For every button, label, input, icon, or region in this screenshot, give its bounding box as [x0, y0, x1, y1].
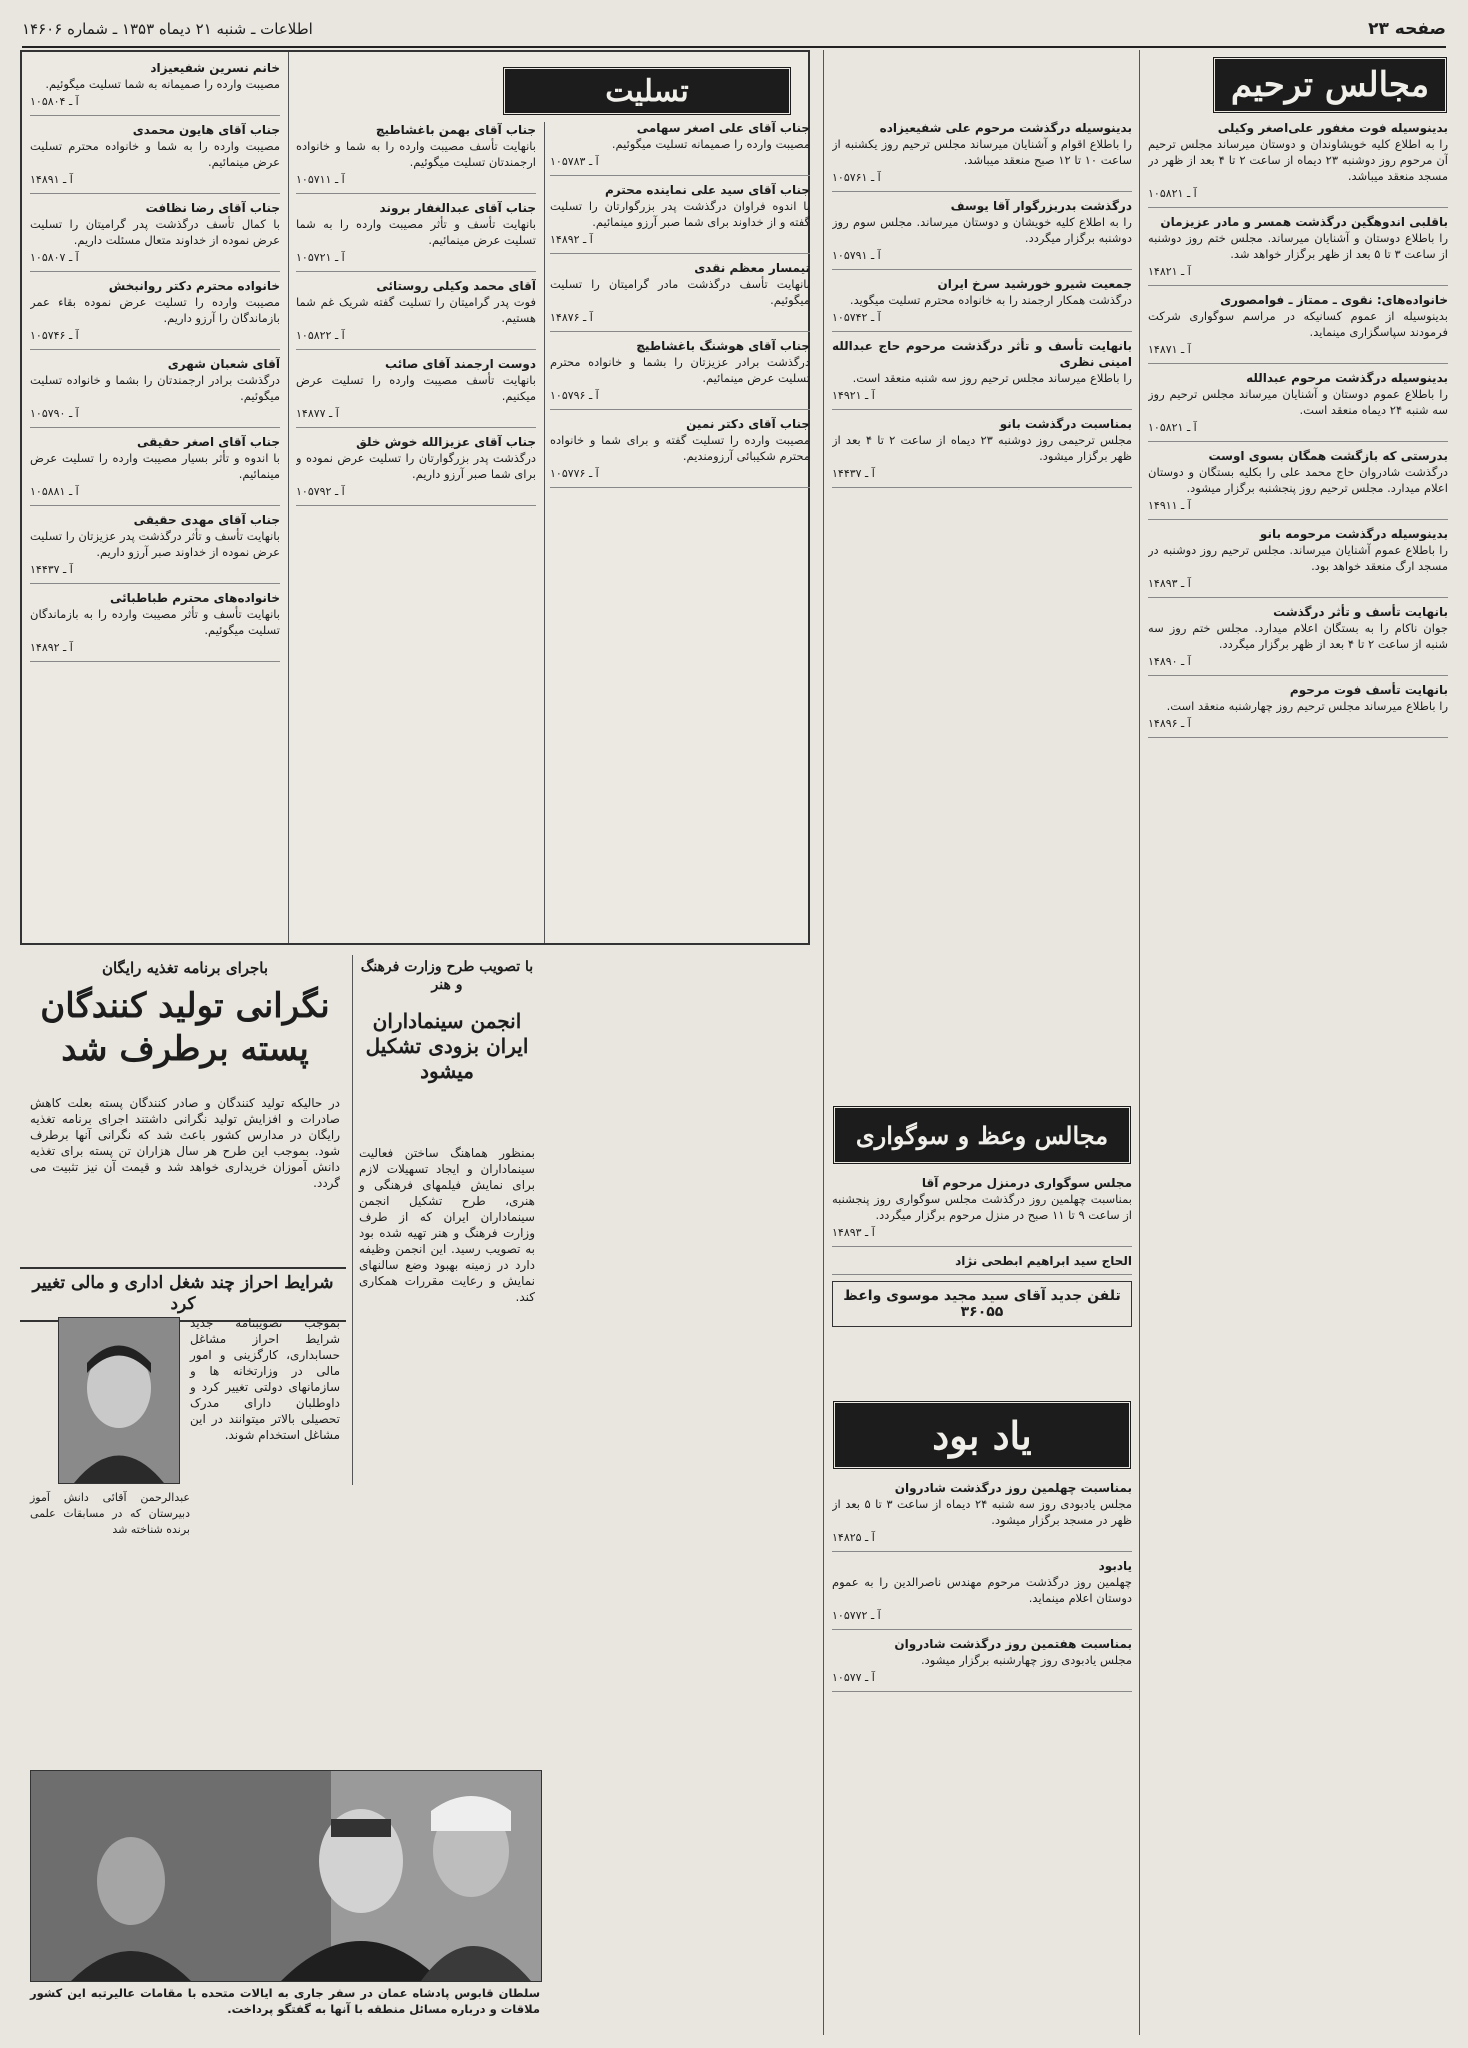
condolence-col-b	[296, 122, 536, 937]
notice-heading: جناب آقای بهمن باغشاطیچ	[375, 123, 536, 137]
cinema-kicker: با تصویب طرح وزارت فرهنگ و هنر	[360, 959, 534, 993]
notice-heading: جناب آقای رضا نظافت	[145, 201, 280, 215]
notice-text: را باطلاع عموم آشنایان میرساند. مجلس ترحیم روز دوشنبه در مسجد ارگ منعقد خواهد بود.	[1148, 543, 1448, 573]
notice-code: آ ـ ۱۴۸۷۱	[1148, 343, 1191, 356]
new-phone-notice: تلفن جدید آقای سید مجید موسوی واعظ ۳۶۰۵۵	[832, 1281, 1132, 1327]
notice-text: بانهایت تأسف مصیبت وارده را به شما و خانواده ارجمندتان تسلیت میگوئیم.	[296, 139, 536, 169]
notice-heading: الحاج سید ابراهیم ابطحی نژاد	[955, 1254, 1132, 1268]
notice-code: آ ـ ۱۰۵۷۴۲	[832, 311, 881, 324]
notice-text: فوت پدر گرامیتان را تسلیت گفته شریک غم شما هستیم.	[296, 295, 536, 325]
notice-text: را باطلاع عموم دوستان و آشنایان میرساند مجلس ترحیم روز سه شنبه ۲۴ دیماه منعقد است.	[1148, 387, 1448, 417]
notice-item	[296, 434, 536, 506]
notice-item	[296, 200, 536, 272]
notice-heading: یادبود	[1098, 1559, 1132, 1573]
notice-text: مصیبت وارده را تسلیت عرض نموده بقاء عمر بازماندگان را آرزو داریم.	[30, 295, 280, 325]
notice-item	[832, 1636, 1132, 1692]
notice-item	[30, 60, 280, 116]
notice-code: آ ـ ۱۴۸۹۰	[1148, 655, 1191, 668]
notice-heading: جناب آقای اصغر حقیقی	[136, 435, 280, 449]
pistachio-kicker: باجرای برنامه تغذیه رایگان	[101, 959, 269, 977]
notice-code: آ ـ ۱۰۵۷۲۱	[296, 251, 345, 264]
section-banner-tasliat: تسلیت	[502, 66, 792, 116]
column-notices-mid	[832, 120, 1132, 1100]
notice-text: بانهایت تأسف مصیبت وارده را تسلیت عرض میکنیم.	[296, 373, 536, 403]
notice-text: را باطلاع میرساند مجلس ترحیم روز چهارشنبه منعقد است.	[1166, 699, 1448, 713]
page-header	[22, 12, 1446, 48]
notice-text: مصیبت وارده را به شما و خانواده محترم تسلیت عرض مینمائیم.	[30, 139, 280, 169]
portrait-image	[59, 1318, 179, 1483]
notice-text: مجلس یادبودی روز سه شنبه ۲۴ دیماه از ساعت ۳ تا ۵ بعد از ظهر در مسجد برگزار میشود.	[832, 1497, 1132, 1527]
notice-code: آ ـ ۱۴۸۲۵	[832, 1531, 875, 1544]
notice-heading: بمناسبت هفتمین روز درگذشت شادروان	[894, 1637, 1132, 1651]
notice-item	[296, 122, 536, 194]
notice-text: را به اطلاع کلیه خویشان و دوستان میرساند. مجلس سوم روز دوشنبه برگزار میگردد.	[832, 215, 1132, 245]
notice-item	[832, 1558, 1132, 1630]
section-banner-vaz: مجالس وعظ و سوگواری	[832, 1105, 1132, 1165]
notice-text: چهلمین روز درگذشت مرحوم مهندس ناصرالدین را به عموم دوستان اعلام مینماید.	[832, 1575, 1132, 1605]
notice-heading: مجلس سوگواری درمنزل مرحوم آقا	[921, 1176, 1132, 1190]
bottom-photo-caption: سلطان قابوس پادشاه عمان در سفر جاری به ایالات متحده با مقامات عالیرتبه این کشور ملاقات و درباره مسائل منطقه با آنها به گفتگو پرداخت.	[30, 1986, 540, 2016]
notice-code: آ ـ ۱۴۸۷۷	[296, 407, 339, 420]
notice-heading: بدینوسیله درگذشت مرحوم عبدالله	[1246, 371, 1448, 385]
notice-code: آ ـ ۱۴۸۷۶	[550, 311, 593, 324]
notice-item	[832, 1175, 1132, 1247]
notice-item	[296, 356, 536, 428]
notice-text: بانهایت تأسف و تأثر درگذشت پدر عزیزتان را تسلیت عرض نموده از خداوند صبر آرزو داریم.	[30, 529, 280, 559]
notice-heading: تیمسار معظم نقدی	[694, 261, 810, 275]
pistachio-headline: نگرانی تولید کنندگان پسته برطرف شد	[40, 986, 330, 1069]
notice-code: آ ـ ۱۰۵۸۰۴	[30, 95, 79, 108]
notice-text: بانهایت تأسف و تأثر مصیبت وارده را به شما تسلیت عرض مینمائیم.	[296, 217, 536, 247]
notice-heading: درگذشت بدربزرگوار آقا یوسف	[950, 199, 1132, 213]
newspaper-page	[20, 50, 1448, 2035]
notice-item	[30, 434, 280, 506]
notice-item	[1148, 604, 1448, 676]
portrait-caption: عبدالرحمن آقائی دانش آموز دبیرستان که در مسابقات علمی برنده شناخته شد	[30, 1491, 190, 1536]
notice-item	[832, 198, 1132, 270]
notice-text: درگذشت پدر بزرگوارتان را تسلیت عرض نموده و برای شما صبر آرزو داریم.	[296, 451, 536, 481]
notice-code: آ ـ ۱۴۸۲۱	[1148, 265, 1191, 278]
notice-code: آ ـ ۱۴۸۹۱	[30, 173, 73, 186]
notice-item	[832, 120, 1132, 192]
condolence-col-a	[550, 120, 810, 2035]
notice-code: آ ـ ۱۴۴۳۷	[30, 563, 73, 576]
notice-code: آ ـ ۱۴۸۹۳	[1148, 577, 1191, 590]
notice-heading: جمعیت شیرو خورشید سرخ ایران	[937, 277, 1132, 291]
portrait-photo	[58, 1317, 180, 1484]
notice-code: آ ـ ۱۰۵۷۷	[832, 1671, 875, 1684]
notice-code: آ ـ ۱۴۹۲۱	[832, 389, 875, 402]
notice-heading: بدینوسیله درگذشت مرحوم علی شفیعیزاده	[879, 121, 1132, 135]
notice-item	[550, 338, 810, 410]
notice-text: مجلس یادبودی روز چهارشنبه برگزار میشود.	[920, 1653, 1132, 1667]
notice-heading: جناب آقای عزیزالله خوش خلق	[356, 435, 536, 449]
notice-heading: بانهایت تأسف فوت مرحوم	[1289, 683, 1448, 697]
notice-code: آ ـ ۱۰۵۷۱۱	[296, 173, 345, 186]
notice-heading: جناب آقای مهدی حقیقی	[133, 513, 280, 527]
notice-item	[1148, 214, 1448, 286]
notice-item	[30, 200, 280, 272]
articles-area	[20, 955, 544, 2035]
notice-code: آ ـ ۱۴۸۹۲	[550, 233, 593, 246]
notice-heading: جناب آقای علی اصغر سهامی	[636, 121, 810, 135]
notice-heading: دوست ارجمند آقای صائب	[385, 357, 536, 371]
dateline: اطلاعات ـ شنبه ۲۱ دیماه ۱۳۵۳ ـ شماره ۱۴۶۰۶	[22, 20, 313, 38]
notice-item	[30, 356, 280, 428]
column-vaz	[832, 1175, 1132, 1390]
section-banner-yadbud: یاد بود	[832, 1400, 1132, 1470]
notice-code: آ ـ ۱۴۴۳۷	[832, 467, 875, 480]
hiring-body: بموجب تصویبنامه جدید شرایط احراز مشاغل حسابداری، کارگزینی و امور مالی در وزارتخانه ها و سازمانهای دولتی تغییر کرد و داوطلبان دارای مدرک تحصیلی بالاتر میتوانند در این مشاغل استخدام شوند.	[190, 1316, 340, 1442]
notice-text: درگذشت شادروان حاج محمد علی را بکلیه بستگان و دوستان اعلام میدارد. مجلس ترحیم روز پنجشنبه برگزار میشود.	[1148, 465, 1448, 495]
notice-code: آ ـ ۱۰۵۸۸۱	[30, 485, 79, 498]
hiring-headline: شرایط احراز چند شغل اداری و مالی تغییر کرد	[20, 1267, 346, 1322]
notice-heading: جناب آقای هوشنگ باغشاطیچ	[636, 339, 810, 353]
section-banner-majales: مجالس ترحیم	[1212, 56, 1448, 114]
notice-text: جوان ناکام را به بستگان اعلام میدارد. مجلس ختم روز سه شنبه از ساعت ۲ تا ۴ بعد از ظهر برگزار میگردد.	[1148, 621, 1448, 651]
condolence-col-c	[30, 60, 280, 935]
cinema-article	[352, 955, 540, 1485]
notice-item	[30, 590, 280, 662]
notice-heading: خانواده‌های: نقوی ـ ممتاز ـ فوامصوری	[1220, 293, 1448, 307]
notice-heading: بدینوسیله فوت مغفور علی‌اصغر وکیلی	[1217, 121, 1448, 135]
notice-item	[832, 416, 1132, 488]
notice-item	[30, 278, 280, 350]
notice-item	[832, 1480, 1132, 1552]
notice-heading: جناب آقای عبدالغفار بروند	[379, 201, 536, 215]
notice-code: آ ـ ۱۰۵۷۹۱	[832, 249, 881, 262]
notice-code: آ ـ ۱۰۵۸۲۱	[1148, 187, 1197, 200]
notice-item	[832, 276, 1132, 332]
notice-text: درگذشت برادر عزیزتان را بشما و خانواده محترم تسلیت عرض مینمائیم.	[550, 355, 810, 385]
notice-text: مصیبت وارده را تسلیت گفته و برای شما و خانواده محترم شکیبائی آرزومندیم.	[550, 433, 810, 463]
column-notices-right	[1148, 120, 1448, 2035]
notice-heading: جناب آقای دکتر نمین	[686, 417, 810, 431]
notice-code: آ ـ ۱۰۵۷۴۶	[30, 329, 79, 342]
notice-code: آ ـ ۱۰۵۸۲۲	[296, 329, 345, 342]
notice-item	[832, 338, 1132, 410]
notice-text: با اندوه و تأثر بسیار مصیبت وارده را تسلیت عرض مینمائیم.	[30, 451, 280, 481]
notice-text: مصیبت وارده را صمیمانه به شما تسلیت میگوئیم.	[45, 77, 280, 91]
page-number: صفحه ۲۳	[1368, 19, 1446, 39]
notice-heading: بدینوسیله درگذشت مرحومه بانو	[1259, 527, 1448, 541]
notice-item	[296, 278, 536, 350]
notice-text: درگذشت برادر ارجمندتان را بشما و خانواده تسلیت میگوئیم.	[30, 373, 280, 403]
notice-text: با کمال تأسف درگذشت پدر گرامیتان را تسلیت عرض نموده از خداوند متعال مسئلت داریم.	[30, 217, 280, 247]
notice-item	[1148, 370, 1448, 442]
notice-heading: جناب آقای سید علی نماینده محترم	[604, 183, 810, 197]
notice-heading: آقای شعبان شهری	[167, 357, 280, 371]
notice-code: آ ـ ۱۰۵۷۶۱	[832, 171, 881, 184]
notice-code: آ ـ ۱۴۸۹۳	[832, 1226, 875, 1239]
notice-code: آ ـ ۱۴۸۹۶	[1148, 717, 1191, 730]
notice-item	[1148, 526, 1448, 598]
notice-heading: بمناسبت چهلمین روز درگذشت شادروان	[894, 1481, 1132, 1495]
notice-heading: باقلبی اندوهگین درگذشت همسر و مادر عزیزمان	[1160, 215, 1448, 229]
notice-text: بانهایت تأسف و تأثر مصیبت وارده را به بازماندگان تسلیت میگوئیم.	[30, 607, 280, 637]
notice-heading: بدرستی که بازگشت همگان بسوی اوست	[1208, 449, 1448, 463]
notice-item	[832, 1253, 1132, 1275]
notice-code: آ ـ ۱۰۵۷۷۲	[832, 1609, 881, 1622]
notice-heading: خانواده‌های محترم طباطبائی	[109, 591, 280, 605]
notice-text: با اندوه فراوان درگذشت پدر بزرگوارتان را تسلیت گفته و از خداوند برای شما صبر آرزو مینمائیم.	[550, 199, 810, 229]
column-yadbud	[832, 1480, 1132, 2035]
notice-code: آ ـ ۱۰۵۸۰۷	[30, 251, 79, 264]
notice-text: درگذشت همکار ارجمند را به خانواده محترم تسلیت میگوید.	[849, 293, 1132, 307]
notice-code: آ ـ ۱۰۵۷۷۶	[550, 467, 599, 480]
notice-code: آ ـ ۱۰۵۷۹۲	[296, 485, 345, 498]
notice-text: بمناسبت چهلمین روز درگذشت مجلس سوگواری روز پنجشنبه از ساعت ۹ تا ۱۱ صبح در منزل مرحوم برگزار میگردد.	[832, 1192, 1132, 1222]
notice-code: آ ـ ۱۴۸۹۲	[30, 641, 73, 654]
notice-heading: بانهایت تأسف و تأثر درگذشت	[1273, 605, 1448, 619]
notice-code: آ ـ ۱۰۵۷۸۳	[550, 155, 599, 168]
notice-heading: بانهایت تأسف و تأثر درگذشت مرحوم حاج عبدالله امینی نظری	[832, 339, 1132, 369]
notice-item	[30, 512, 280, 584]
pistachio-body: در حالیکه تولید کنندگان و صادر کنندگان پسته بعلت کاهش صادرات و افزایش تولید نگرانی داشتند اجرای برنامه تغذیه رایگان در مدارس کشور باعث شد که نگرانی آنها برطرف شود. بموجب این طرح هر سال هزاران تن پسته برای تغذیه دانش آموزان خریداری خواهد شد و قیمت آن نیز تثبیت می گردد.	[30, 1096, 340, 1190]
notice-text: بانهایت تأسف درگذشت مادر گرامیتان را تسلیت میگوئیم.	[550, 277, 810, 307]
notice-heading: آقای محمد وکیلی روستائی	[376, 279, 536, 293]
cinema-body: بمنظور هماهنگ ساختن فعالیت سینماداران و ایجاد تسهیلات لازم برای نمایش فیلمهای فرهنگی و هنری، طرح تشکیل انجمن سینماداران ایران که از طرف وزارت فرهنگ و هنر تهیه شده بود به تصویب رسید. این انجمن وظیفه دارد در زمینه بهبود وضع سالنهای نمایش و رعایت مقررات همکاری کند.	[359, 1146, 535, 1304]
notice-item	[550, 260, 810, 332]
notice-code: آ ـ ۱۰۵۸۲۱	[1148, 421, 1197, 434]
bottom-news-photo	[30, 1770, 542, 1982]
notice-text: را باطلاع اقوام و آشنایان میرساند مجلس ترحیم روز یکشنبه از ساعت ۱۰ تا ۱۲ صبح منعقد میباشد.	[832, 137, 1132, 167]
notice-text: بدینوسیله از عموم کسانیکه در مراسم سوگواری شرکت فرمودند سپاسگزاری مینماید.	[1148, 309, 1448, 339]
notice-item	[30, 122, 280, 194]
notice-item	[550, 182, 810, 254]
notice-heading: خانواده محترم دکتر روانبخش	[108, 279, 280, 293]
notice-heading: جناب آقای هایون محمدی	[132, 123, 280, 137]
notice-text: را باطلاع دوستان و آشنایان میرساند. مجلس ختم روز دوشنبه از ساعت ۳ تا ۵ بعد از ظهر برگزار خواهد شد.	[1148, 231, 1448, 261]
notice-text: مصیبت وارده را صمیمانه تسلیت میگوئیم.	[611, 137, 810, 151]
notice-item	[550, 120, 810, 176]
notice-text: مجلس ترحیمی روز دوشنبه ۲۳ دیماه از ساعت ۲ تا ۴ بعد از ظهر برگزار میشود.	[832, 433, 1132, 463]
notice-code: آ ـ ۱۴۹۱۱	[1148, 499, 1191, 512]
notice-heading: بمناسبت درگذشت بانو	[999, 417, 1132, 431]
notice-text: را باطلاع میرساند مجلس ترحیم روز سه شنبه منعقد است.	[852, 371, 1132, 385]
cinema-headline: انجمن سینماداران ایران بزودی تشکیل میشود	[365, 1009, 529, 1083]
notice-item	[1148, 292, 1448, 364]
notice-item	[1148, 448, 1448, 520]
news-photo-image	[31, 1771, 541, 1981]
notice-item	[1148, 682, 1448, 738]
notice-item	[550, 416, 810, 488]
notice-heading: خانم نسرین شفیعیزاد	[150, 61, 280, 75]
notice-code: آ ـ ۱۰۵۷۹۶	[550, 389, 599, 402]
notice-text: را به اطلاع کلیه خویشاوندان و دوستان میرساند مجلس ترحیم آن مرحوم روز دوشنبه ۲۳ دیماه از ساعت ۲ تا ۴ بعد از ظهر در مسجد منعقد میباشد.	[1148, 137, 1448, 183]
notice-item	[1148, 120, 1448, 208]
notice-code: آ ـ ۱۰۵۷۹۰	[30, 407, 79, 420]
